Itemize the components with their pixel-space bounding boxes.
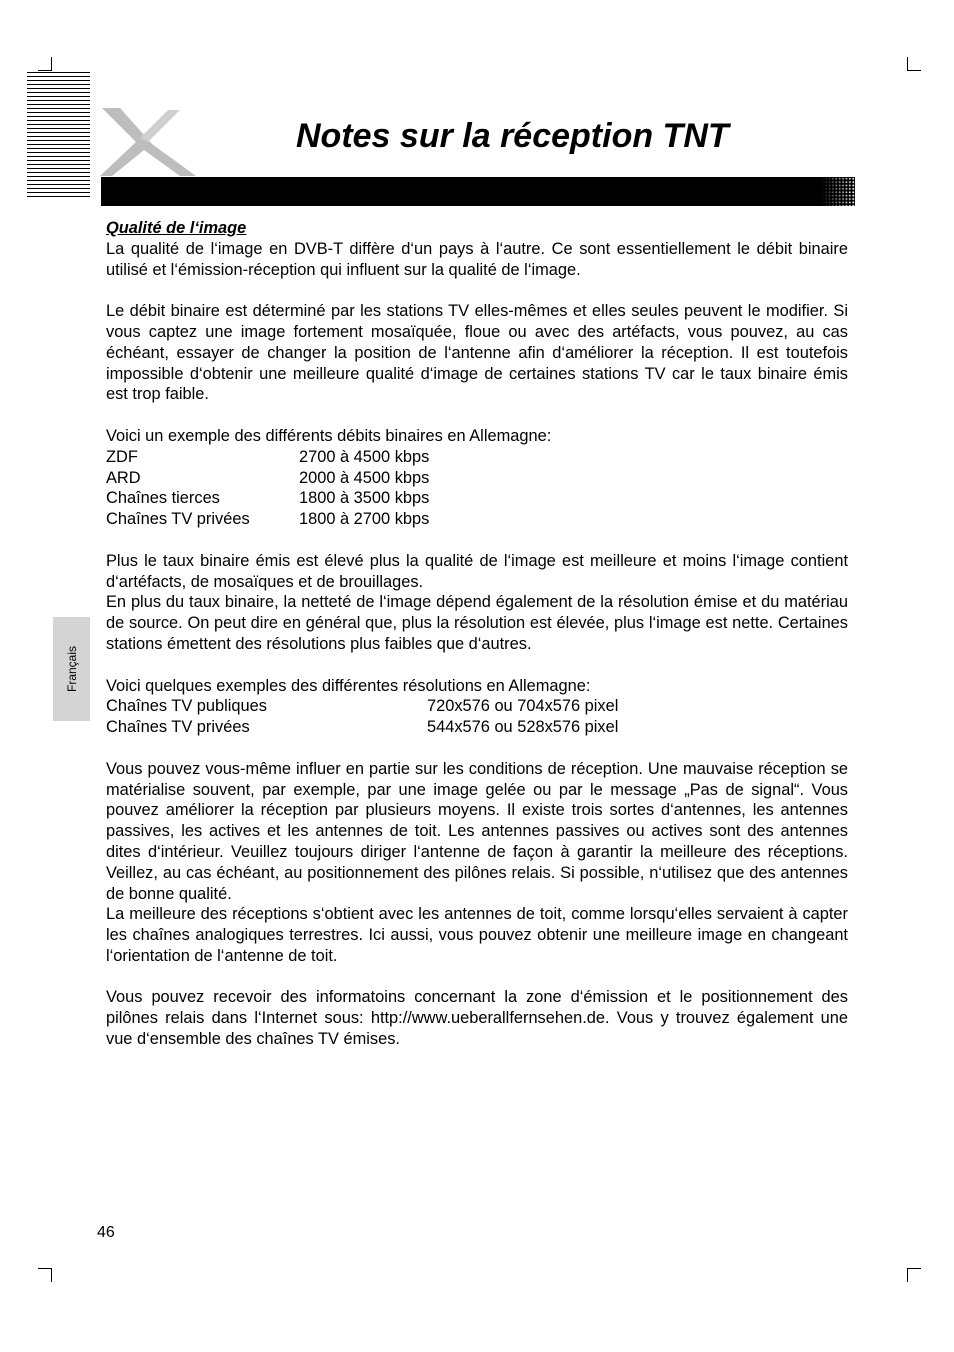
bitrate-channel: Chaînes tierces [106, 489, 220, 508]
crop-mark-bottom-right [907, 1268, 908, 1282]
bitrate-row [106, 488, 848, 509]
resolution-channel: Chaînes TV publiques [106, 697, 267, 716]
bitrate-value: 2700 à 4500 kbps [299, 447, 430, 466]
crop-mark-top-right [907, 70, 921, 71]
resolution-value: 544x576 ou 528x576 pixel [427, 718, 619, 737]
crop-mark-top-right [907, 57, 908, 71]
paragraph: Vous pouvez recevoir des informatoins concernant la zone d‘émission et le positionnement des pilônes relais dans l‘Internet sous: http://www.ueberallfernsehen.de. Vous y trouvez également une vue d‘ensemble des chaînes TV émises. [106, 988, 848, 1049]
crop-mark-top-left [38, 70, 52, 71]
bitrate-row [106, 447, 848, 468]
header-stripes [27, 72, 90, 200]
resolution-intro: Voici quelques exemples des différentes résolutions en Allemagne: [106, 676, 591, 695]
bitrate-row [106, 509, 848, 530]
section-heading: Qualité de l‘image [106, 219, 247, 237]
language-label: Français [64, 645, 79, 693]
resolution-row [106, 696, 848, 717]
bitrate-channel: Chaînes TV privées [106, 510, 250, 529]
brand-x-logo [96, 104, 196, 176]
crop-mark-top-left [51, 57, 52, 71]
paragraph: La qualité de l‘image en DVB-T diffère d‘un pays à l‘autre. Ce sont essentiellement le débit binaire utilisé et l‘émission-réception qui influent sur la qualité de l‘image. [106, 239, 848, 279]
paragraph: La meilleure des réceptions s‘obtient avec les antennes de toit, comme lorsqu‘elles servaient à capter les chaînes analogiques terrestres. Ici aussi, vous pouvez obtenir une meilleure image en changeant l‘orientation de l‘antenne de toit. [106, 905, 848, 965]
bitrate-row [106, 468, 848, 489]
crop-mark-bottom-left [38, 1268, 52, 1269]
main-content [106, 218, 848, 1050]
crop-mark-bottom-left [51, 1268, 52, 1282]
resolution-value: 720x576 ou 704x576 pixel [427, 697, 619, 716]
bitrate-value: 1800 à 2700 kbps [299, 510, 430, 529]
page-number: 46 [97, 1224, 115, 1241]
language-tab [53, 617, 90, 721]
resolution-row [106, 717, 848, 738]
bitrate-intro: Voici un exemple des différents débits binaires en Allemagne: [106, 426, 552, 445]
paragraph: Plus le taux binaire émis est élevé plus la qualité de l‘image est meilleure et moins l‘image contient d‘artéfacts, de mosaïques et de brouillages. [106, 551, 848, 591]
bitrate-value: 2000 à 4500 kbps [299, 468, 430, 487]
paragraph: En plus du taux binaire, la netteté de l‘image dépend également de la résolution émise et du matériau de source. On peut dire en général que, plus la résolution est élevée, plus l‘image est nette. Certaines stations émettent des résolutions plus faibles que d‘autres. [106, 593, 848, 653]
resolution-channel: Chaînes TV privées [106, 718, 250, 737]
crop-mark-bottom-right [907, 1268, 921, 1269]
bitrate-value: 1800 à 3500 kbps [299, 489, 430, 508]
bitrate-channel: ZDF [106, 447, 138, 466]
bitrate-channel: ARD [106, 468, 141, 487]
title-bar [101, 177, 855, 206]
paragraph: Le débit binaire est déterminé par les stations TV elles-mêmes et elles seules peuvent le modifier. Si vous captez une image fortement mosaïquée, floue ou avec des artéfacts, vous pouvez, au cas échéant, essayer de changer la position de l‘antenne afin d‘améliorer la réception. Il est toutefois impossible d‘obtenir une meilleure qualité d‘image de certaines stations TV car le taux binaire émis est trop faible. [106, 302, 848, 404]
page-title: Notes sur la réception TNT [296, 117, 729, 155]
paragraph: Vous pouvez vous-même influer en partie sur les conditions de réception. Une mauvaise réception se matérialise souvent, par exemple, par une image gelée ou par le message „Pas de signal“. Vous pouvez améliorer la réception par plusieurs moyens. Il existe trois sortes d‘antennes, les antennes passives, les actives et les antennes de toit. Les antennes passives ou actives sont des antennes dites d‘intérieur. Veuillez toujours diriger l‘antenne de façon à garantir la meilleure des réceptions. Veillez, au cas échéant, au positionnement des pilônes relais. Si possible, n‘utilisez que des antennes de bonne qualité. [106, 759, 848, 903]
